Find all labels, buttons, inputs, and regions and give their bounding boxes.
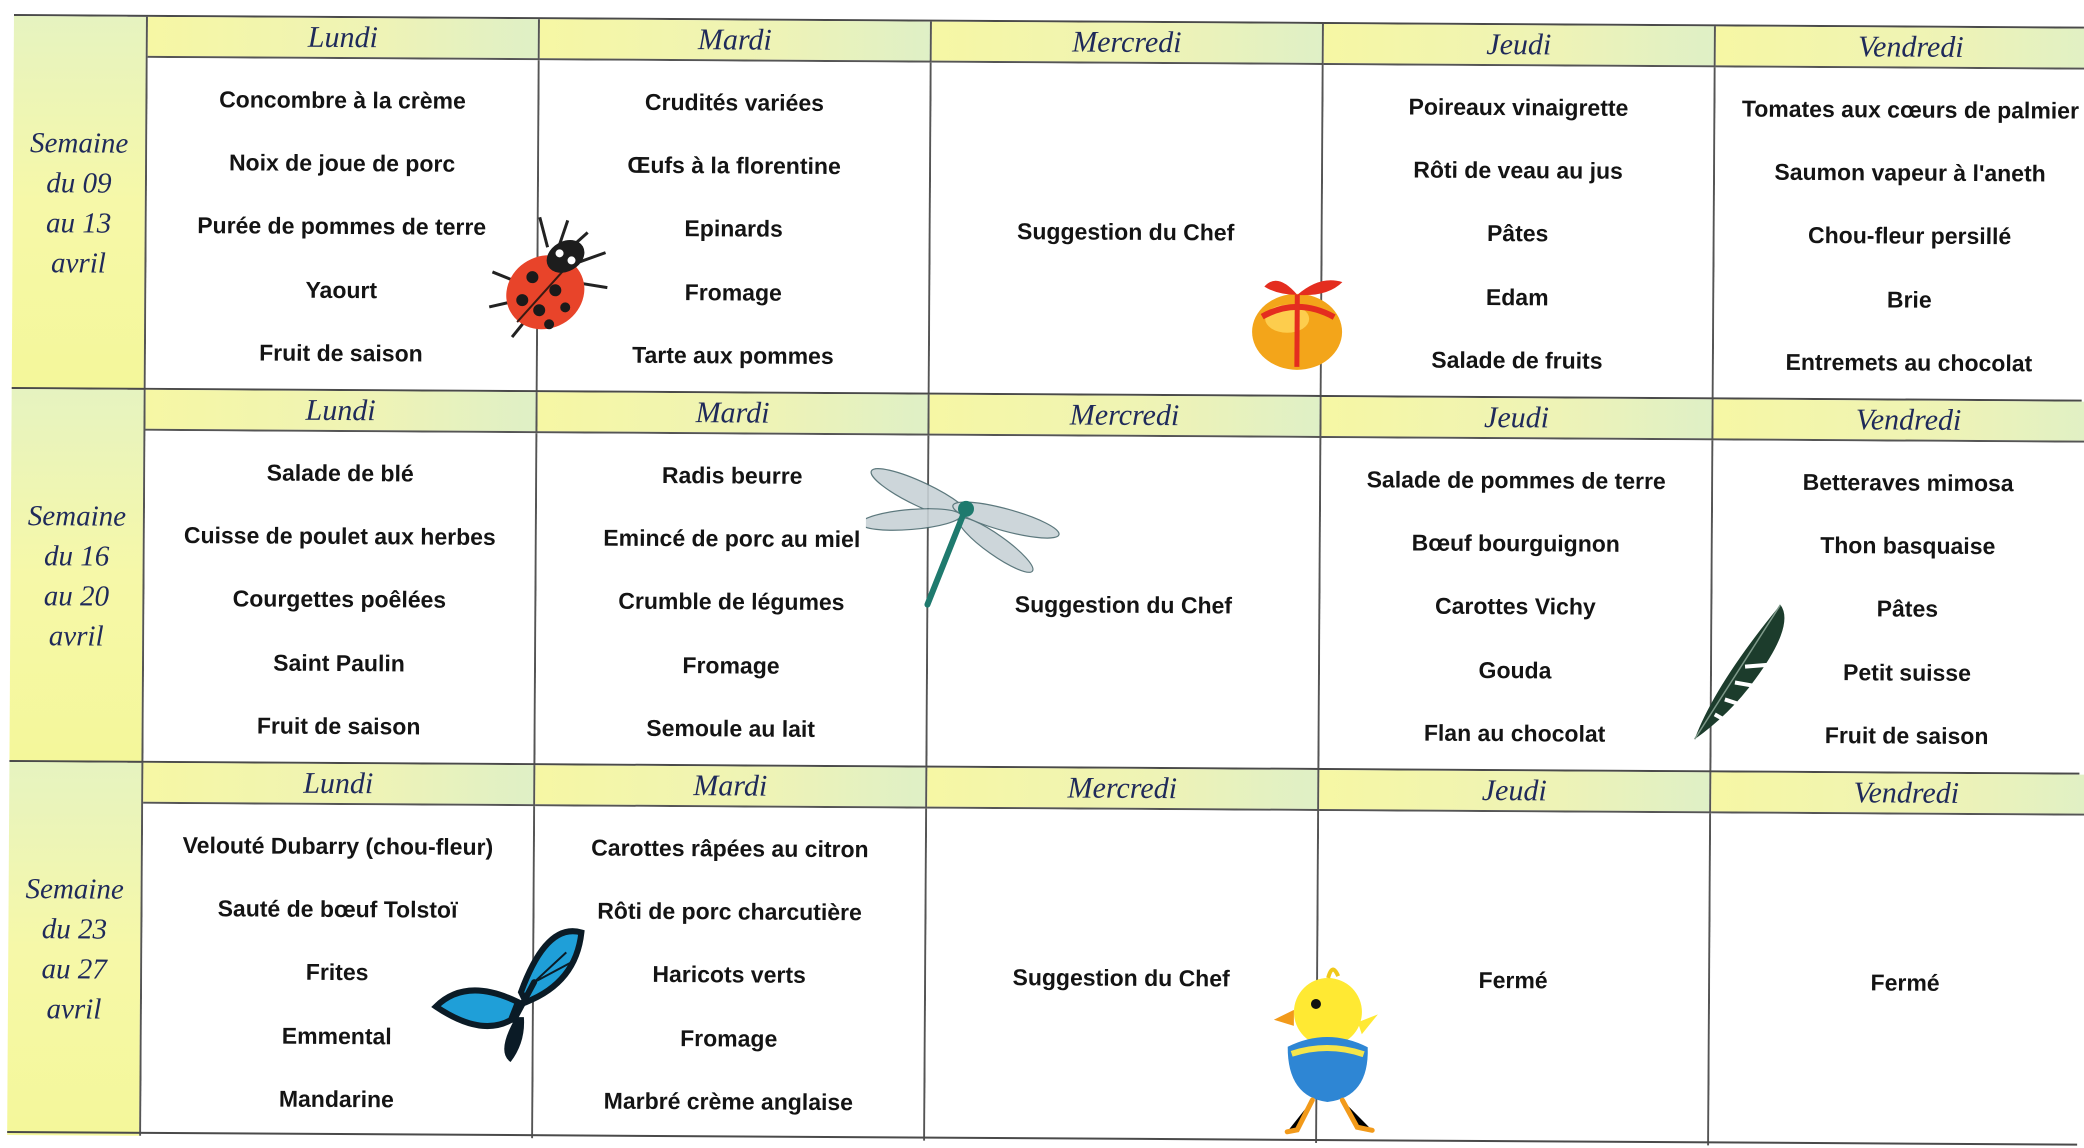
day-header-monday: Lundi: [145, 390, 537, 433]
day-header-friday: Vendredi: [1716, 26, 2084, 69]
dish-chef-suggestion: Suggestion du Chef: [1017, 217, 1235, 245]
day-menu-wednesday: [925, 809, 1319, 1143]
dish-dessert: Fruit de saison: [1824, 721, 1989, 749]
day-menu-monday: [146, 58, 540, 392]
week-label-line: du 16: [43, 539, 110, 573]
dish-dairy: Brie: [1886, 286, 1932, 313]
day-menu-thursday: [1319, 438, 1713, 772]
dish-starter: Poireaux vinaigrette: [1408, 93, 1629, 121]
week-label: [12, 16, 148, 390]
dish-main: Emincé de porc au miel: [603, 524, 861, 553]
dish-main: Rôti de porc charcutière: [597, 897, 862, 926]
dish-dessert: Entremets au chocolat: [1785, 348, 2033, 377]
week-label-line: au 13: [46, 206, 112, 240]
day-header-friday: Vendredi: [1713, 399, 2084, 442]
day-menu-wednesday: [927, 436, 1321, 770]
dish-dairy: Emmental: [281, 1022, 392, 1049]
dish-dairy: Yaourt: [305, 276, 378, 303]
week-label-line: Semaine: [27, 499, 127, 533]
dish-starter: Carottes râpées au citron: [591, 834, 869, 863]
week-label-line: avril: [46, 992, 102, 1026]
dish-starter: Radis beurre: [661, 462, 803, 489]
dish-main: Sauté de bœuf Tolstoï: [217, 895, 458, 924]
day-menu-thursday: [1317, 811, 1711, 1145]
day-header-tuesday: Mardi: [540, 19, 932, 62]
dish-dessert: Fruit de saison: [259, 339, 423, 367]
dish-side: Pâtes: [1876, 595, 1939, 623]
day-header-wednesday: Mercredi: [927, 768, 1319, 811]
day-header-friday: Vendredi: [1711, 772, 2084, 815]
day-menu-friday: [1709, 813, 2084, 1147]
dish-main: Bœuf bourguignon: [1411, 529, 1620, 558]
week-2: [9, 387, 2081, 775]
dish-chef-suggestion: Suggestion du Chef: [1012, 963, 1230, 991]
week-label-line: Semaine: [25, 872, 124, 906]
dish-dairy: Fromage: [680, 1024, 778, 1052]
dish-main: Rôti de veau au jus: [1413, 156, 1623, 185]
day-header-tuesday: Mardi: [537, 392, 929, 435]
week-label-line: au 20: [43, 579, 110, 613]
week-label-line: du 09: [46, 166, 112, 200]
dish-side: Courgettes poêlées: [232, 585, 447, 614]
dish-chef-suggestion: Suggestion du Chef: [1014, 590, 1233, 618]
dish-side: Purée de pommes de terre: [197, 212, 487, 241]
dish-main: Noix de joue de porc: [228, 149, 456, 177]
dish-main: Œufs à la florentine: [627, 152, 841, 180]
dish-dessert: Flan au chocolat: [1423, 719, 1606, 747]
dish-dairy: Saint Paulin: [273, 649, 405, 677]
day-header-wednesday: Mercredi: [929, 395, 1321, 438]
day-menu-tuesday: [535, 433, 929, 767]
closed-notice: Fermé: [1870, 968, 1940, 996]
day-menu-thursday: [1322, 65, 1716, 399]
week-label-line: du 23: [41, 912, 108, 946]
day-menu-tuesday: [533, 806, 927, 1140]
dish-side: Crumble de légumes: [618, 588, 845, 616]
dish-starter: Velouté Dubarry (chou-fleur): [182, 832, 494, 861]
week-3: [7, 760, 2079, 1148]
week-label: [7, 762, 143, 1136]
week-label: [9, 389, 145, 763]
day-menu-wednesday: [930, 63, 1324, 397]
dish-dairy: Gouda: [1478, 656, 1552, 684]
dish-side: Haricots verts: [652, 961, 806, 989]
day-header-monday: Lundi: [143, 763, 535, 806]
day-menu-monday: [143, 431, 537, 765]
dish-main: Thon basquaise: [1820, 532, 1996, 560]
dish-dessert: Tarte aux pommes: [632, 341, 834, 369]
day-header-thursday: Jeudi: [1319, 770, 1711, 813]
day-menu-monday: [141, 804, 535, 1138]
day-header-thursday: Jeudi: [1321, 397, 1713, 440]
week-1: [12, 14, 2084, 402]
day-header-wednesday: Mercredi: [932, 22, 1324, 65]
day-menu-friday: [1714, 67, 2084, 401]
dish-dairy: Petit suisse: [1843, 658, 1972, 686]
dish-side: Chou-fleur persillé: [1807, 222, 2012, 250]
dish-dessert: Salade de fruits: [1431, 346, 1603, 374]
week-label-line: au 27: [41, 952, 107, 986]
dish-side: Frites: [305, 959, 369, 986]
dish-side: Pâtes: [1486, 220, 1549, 247]
day-header-tuesday: Mardi: [535, 765, 927, 808]
day-menu-tuesday: [538, 60, 932, 394]
dish-side: Carottes Vichy: [1435, 593, 1596, 621]
day-header-thursday: Jeudi: [1324, 24, 1716, 67]
week-label-line: avril: [48, 619, 104, 653]
dish-main: Saumon vapeur à l'aneth: [1774, 159, 2046, 187]
dish-side: Epinards: [684, 215, 783, 243]
dish-dairy: Edam: [1485, 283, 1549, 311]
dish-dessert: Mandarine: [278, 1085, 394, 1113]
week-label-line: avril: [50, 246, 106, 280]
dish-main: Cuisse de poulet aux herbes: [183, 522, 496, 551]
day-menu-friday: [1711, 440, 2084, 774]
dish-dairy: Fromage: [682, 651, 780, 679]
dish-starter: Salade de pommes de terre: [1366, 466, 1666, 495]
dish-starter: Betteraves mimosa: [1802, 469, 2014, 497]
dish-starter: Tomates aux cœurs de palmier: [1741, 95, 2080, 124]
dish-dessert: Fruit de saison: [256, 712, 421, 740]
dish-starter: Crudités variées: [644, 88, 825, 117]
closed-notice: Fermé: [1478, 966, 1548, 993]
dish-dessert: Semoule au lait: [646, 714, 816, 742]
dish-starter: Salade de blé: [266, 459, 414, 487]
dish-starter: Concombre à la crème: [219, 86, 466, 114]
week-label-line: Semaine: [29, 126, 129, 160]
menu-table: [7, 14, 2084, 1147]
dish-dairy: Fromage: [684, 278, 782, 306]
dish-dessert: Marbré crème anglaise: [603, 1087, 854, 1115]
day-header-monday: Lundi: [148, 17, 540, 60]
